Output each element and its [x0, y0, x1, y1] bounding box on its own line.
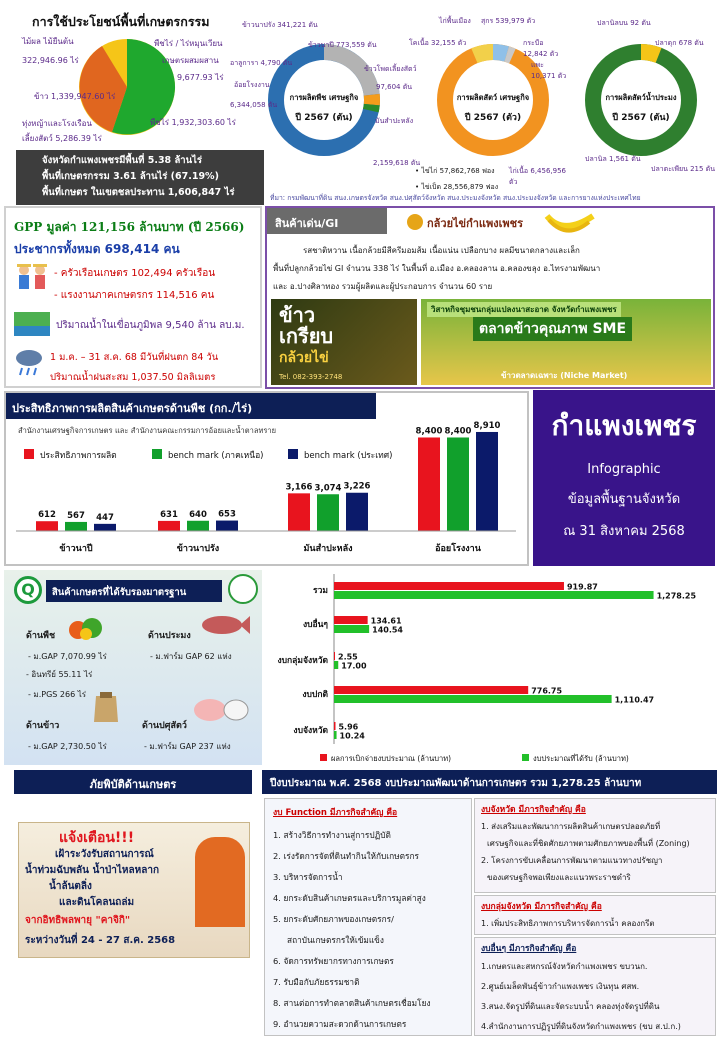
- budget-category-4: งบจังหวัด: [293, 726, 328, 736]
- land-label-livestock: ทุ่งหญ้าและโรงเรือน: [22, 119, 92, 128]
- prod-value-0-2: 447: [96, 512, 114, 523]
- standards-header: สินค้าเกษตรที่ได้รับรองมาตรฐาน: [46, 580, 222, 602]
- budget-legend-label-1: งบประมาณที่ได้รับ (ล้านบาท): [533, 754, 629, 763]
- legend-label-0: ประสิทธิภาพการผลิต: [40, 451, 117, 461]
- budget-category-1: งบอื่นๆ: [302, 620, 328, 630]
- source-note: ที่มา: กรมพัฒนาที่ดิน สนง.เกษตรจังหวัด สนง.ปศุสัตว์จังหวัด สนง.ประมงจังหวัด สนง.ประมงจังหวัด และการยางแห่งประเทศไทย: [270, 194, 641, 202]
- budget-func-item: 7. รับมือกับภัยธรรมชาติ: [273, 977, 360, 987]
- legend-swatch-1: [152, 449, 162, 459]
- animal-donut-center2: ปี 2567 (ตัว): [464, 113, 522, 123]
- snack-title2: เกรียบ: [279, 324, 334, 348]
- rain-icon: [14, 348, 44, 378]
- budget-value-0-1: 1,278.25: [656, 591, 697, 601]
- budget-bar-4-0: [334, 722, 335, 730]
- productivity-chart-panel: [4, 391, 529, 566]
- organic-badge-icon: [228, 574, 258, 604]
- prod-bar-0-0: [36, 521, 58, 531]
- budget-func-box: [264, 798, 472, 1036]
- gpp-line1: GPP มูลค่า 121,156 ล้านบาท (ปี 2566): [14, 220, 245, 234]
- snack-phone: Tel. 082-393-2748: [279, 373, 343, 381]
- legend-swatch-2: [288, 449, 298, 459]
- land-summary-3: พื้นที่เกษตร ในเขตชลประทาน 1,606,847 ไร่: [42, 187, 235, 198]
- crops-donut-center1: การผลิตพืช เศรษฐกิจ: [289, 93, 359, 102]
- budget-func-item: 3. บริหารจัดการน้ำ: [273, 872, 343, 882]
- budget-func-item: 2. เร่งรัดการจัดที่ดินทำกินให้กับเกษตรกร: [273, 851, 419, 861]
- crops-label-3: อาลูการา 4,790 ตัน: [230, 59, 293, 67]
- crops-label-4: ข้าวโพดเลี้ยงสัตว์: [364, 65, 417, 73]
- budget-group-box: [474, 895, 716, 935]
- banana-icon: [543, 210, 597, 236]
- sme-line3: ข้าวตลาดเฉพาะ (Niche Market): [501, 371, 628, 380]
- budget-bar-4-1: [334, 731, 337, 739]
- crop-2: - อินทรีย์ 55.11 ไร่: [26, 670, 93, 679]
- province-title-box: [533, 390, 715, 566]
- crop-3: - ม.PGS 266 ไร่: [28, 690, 87, 699]
- fish-donut-center2: ปี 2567 (ตัน): [612, 113, 670, 123]
- province-sub3: ณ 31 สิงหาคม 2568: [563, 524, 685, 539]
- budget-value-3-1: 1,110.47: [614, 695, 655, 705]
- budget-func-item: 4. ยกระดับสินค้าเกษตรและบริการมูลค่าสูง: [273, 893, 426, 903]
- prod-bar-2-0: [288, 493, 310, 531]
- land-label-forest: ไม้ผล ไม้ยืนต้น: [22, 37, 74, 46]
- rice-title: ด้านข้าว: [26, 721, 60, 731]
- prod-value-1-2: 653: [218, 509, 236, 520]
- land-summary-2: พื้นที่เกษตรกรรม 3.61 ล้านไร่ (67.19%): [42, 171, 219, 182]
- crops-label-4v: 97,604 ตัน: [376, 83, 413, 91]
- budget-other-3: 3.สนง.จัดรูปที่ดินและจัดระบบน้ำ คลองทุ่งจัดรูปที่ดิน: [481, 1002, 660, 1011]
- budget-value-0-0: 919.87: [566, 582, 598, 592]
- budget-bar-1-1: [334, 625, 369, 633]
- rice-1: - ม.GAP 2,730.50 ไร่: [28, 742, 107, 751]
- budget-func-item: 9. อำนวยความสะดวกด้านการเกษตร: [273, 1019, 407, 1029]
- budget-prov-box: [474, 798, 716, 893]
- budget-func-item: 8. สานต่อการทำตลาดสินค้าเกษตรเชื่อมโยง: [273, 998, 431, 1008]
- land-label-field-val: 9,677.93 ไร่: [177, 73, 224, 82]
- land-summary-box: [16, 150, 264, 205]
- livestock-1: - ม.ฟาร์ม GAP 237 แห่ง: [144, 742, 231, 751]
- productivity-chart-subtitle: สำนักงานเศรษฐกิจการเกษตร และ สำนักงานคณะกรรมการอ้อยและน้ำตาลทราย: [18, 426, 277, 435]
- disaster-w4: และดินโคลนถล่ม: [59, 897, 135, 908]
- crops-label-1: ข้าวนาปรัง 341,221 ตัน: [242, 21, 318, 29]
- budget-legend-swatch-0: [320, 754, 327, 761]
- budget-legend-swatch-1: [522, 754, 529, 761]
- prod-bar-0-1: [65, 522, 87, 531]
- prod-bar-3-0: [418, 437, 440, 531]
- budget-other-4: 4.สำนักงานการปฏิรูปที่ดินจังหวัดกำแพงเพชร (ขบ ส.ป.ก.): [481, 1022, 681, 1031]
- official-portrait: [195, 837, 245, 927]
- prod-value-3-2: 8,910: [473, 420, 501, 431]
- budget-func-item: สถาบันเกษตรกรให้เข้มแข็ง: [287, 935, 384, 945]
- snack-title1: ข้าว: [279, 303, 316, 327]
- disaster-w1: เฝ้าระวังรับสถานการณ์: [55, 849, 154, 860]
- land-label-field2: เกษตรผสมผสาน: [162, 56, 219, 65]
- prod-bar-3-1: [447, 437, 469, 531]
- livestock-icon: [192, 690, 252, 724]
- fish-icon: [200, 614, 250, 636]
- disaster-w2: น้ำท่วมฉับพลัน น้ำป่าไหลหลาก: [25, 865, 159, 876]
- product-desc1: รสชาติหวาน เนื้อกล้วยมีสีครีมอมส้ม เนื้อแน่น เปลือกบาง ผลมีขนาดกลางและเล็ก: [303, 246, 580, 255]
- standards-panel: [4, 570, 262, 765]
- legend-swatch-0: [24, 449, 34, 459]
- budget-other-box: [474, 937, 716, 1036]
- land-use-section: [2, 2, 264, 205]
- fish-label-2: ปลาดุก 678 ตัน: [655, 39, 704, 47]
- prod-category-1: ข้าวนาปรัง: [176, 544, 220, 554]
- productivity-chart-title: ประสิทธิภาพการผลิตสินค้าเกษตรด้านพืช (กก./ไร่): [6, 393, 376, 419]
- province-sub1: Infographic: [587, 462, 661, 477]
- budget-category-3: งบปกติ: [302, 690, 328, 700]
- budget-bar-1-0: [334, 616, 368, 624]
- fish-donut-section: [565, 10, 718, 185]
- budget-value-3-0: 776.75: [531, 686, 563, 696]
- prod-value-3-0: 8,400: [415, 426, 443, 437]
- disaster-warn: แจ้งเตือน!!!: [59, 830, 135, 846]
- budget-other-title: งบอื่นๆ มีภารกิจสำคัญ คือ: [481, 944, 577, 954]
- disaster-poster: [18, 822, 250, 958]
- budget-prov-2b: ของเศรษฐกิจพอเพียงและแนวพระราชดำริ: [487, 873, 631, 882]
- animal-label-1: ไก่พื้นเมือง: [439, 17, 471, 25]
- disaster-header: ภัยพิบัติด้านเกษตร: [14, 770, 252, 794]
- crops-label-5: อ้อยโรงงาน: [234, 81, 270, 89]
- budget-group-1: 1. เพิ่มประสิทธิภาพการบริหารจัดการน้ำ คลองกรีต: [481, 919, 655, 928]
- sme-line2: ตลาดข้าวคุณภาพ SME: [473, 317, 632, 341]
- animal-label-8: ไก่เนื้อ 6,456,956 ตัว: [509, 167, 566, 186]
- budget-func-list: [273, 825, 471, 1035]
- sme-line1: วิสาหกิจชุมชนกลุ่มแปลงนาสะอาด จังหวัดกำแพงเพชร: [427, 302, 621, 317]
- rice-sack-icon: [92, 690, 120, 724]
- fish-label-3: ปลานิล 1,561 ตัน: [585, 155, 641, 163]
- land-summary-1: จังหวัดกำแพงเพชรมีพื้นที่ 5.38 ล้านไร่: [42, 155, 203, 166]
- product-header: สินค้าเด่น/GI: [267, 208, 387, 234]
- prod-value-2-0: 3,166: [285, 482, 313, 493]
- budget-chart-svg: [268, 572, 716, 768]
- land-label-field: พืชไร่ / ไร่หมุนเวียน: [154, 39, 223, 48]
- gpp-households: - ครัวเรือนเกษตร 102,494 ครัวเรือน: [54, 268, 216, 279]
- prod-value-1-1: 640: [189, 509, 207, 520]
- animal-label-6: • ไข่ไก่ 57,862,768 ฟอง: [415, 167, 495, 175]
- budget-prov-title: งบจังหวัด มีภารกิจสำคัญ คือ: [481, 805, 586, 815]
- prod-bar-3-2: [476, 432, 498, 531]
- gi-badge-icon: [407, 214, 423, 230]
- budget-prov-1: 1. ส่งเสริมและพัฒนาการผลิตสินค้าเกษตรปลอดภัยที่: [481, 822, 661, 831]
- prod-value-2-2: 3,226: [343, 481, 371, 492]
- prod-bar-1-0: [158, 521, 180, 531]
- fish-1: - ม.ฟาร์ม GAP 62 แห่ง: [150, 652, 232, 661]
- budget-legend-label-0: ผลการเบิกจ่ายงบประมาณ (ล้านบาท): [331, 754, 452, 763]
- budget-value-4-0: 5.96: [338, 722, 359, 732]
- gpp-rain1: 1 ม.ค. – 31 ส.ค. 68 มีวันที่ฝนตก 84 วัน: [50, 352, 219, 363]
- prod-bar-2-1: [317, 494, 339, 531]
- legend-label-2: bench mark (ประเทศ): [304, 451, 393, 461]
- legend-label-1: bench mark (ภาคเหนือ): [168, 451, 264, 461]
- budget-category-0: รวม: [313, 586, 328, 596]
- budget-bar-0-0: [334, 582, 564, 590]
- prod-value-0-0: 612: [38, 510, 56, 521]
- land-label-forest-val: 322,946.96 ไร่: [22, 56, 79, 65]
- budget-bar-3-1: [334, 695, 612, 703]
- budget-bar-2-1: [334, 661, 338, 669]
- land-label-livestock2: เลี้ยงสัตว์ 5,286.39 ไร่: [22, 134, 102, 143]
- budget-value-1-1: 140.54: [372, 625, 404, 635]
- budget-chart-panel: [268, 572, 716, 768]
- budget-value-1-0: 134.61: [370, 616, 402, 626]
- crops-label-6v: 2,159,618 ตัน: [373, 159, 421, 167]
- crops-donut-center2: ปี 2567 (ตัน): [295, 113, 353, 123]
- prod-category-0: ข้าวนาปี: [59, 544, 93, 554]
- prod-value-2-1: 3,074: [314, 483, 342, 494]
- budget-func-item: 5. ยกระดับศักยภาพของเกษตรกร/: [273, 914, 394, 924]
- disaster-w3: น้ำล้นตลิ่ง: [49, 881, 92, 892]
- budget-value-4-1: 10.24: [339, 731, 365, 741]
- veg-icon: [66, 612, 106, 642]
- budget-other-1: 1.เกษตรและสหกรณ์จังหวัดกำแพงเพชร ขบวนก.: [481, 962, 648, 971]
- animal-label-2: สุกร 539,979 ตัว: [481, 17, 536, 25]
- animal-label-4: กระบือ 12,842 ตัว: [523, 39, 559, 58]
- province-sub2: ข้อมูลพื้นฐานจังหวัด: [567, 492, 681, 507]
- snack-image: [271, 299, 417, 385]
- q-badge-icon: Q: [14, 576, 42, 604]
- prod-bar-2-2: [346, 493, 368, 531]
- product-desc2: พื้นที่ปลูกกล้วยไข่ GI จำนวน 338 ไร่ ในพื้นที่ อ.เมือง อ.คลองลาน อ.คลองขลุง อ.ไทรงามพัฒนา: [273, 264, 601, 273]
- livestock-title: ด้านปศุสัตว์: [142, 721, 187, 731]
- budget-value-2-0: 2.55: [338, 652, 358, 662]
- budget-func-item: 6. จัดการทรัพยากรทางการเกษตร: [273, 956, 394, 966]
- gpp-dam: ปริมาณน้ำในเขื่อนภูมิพล 9,540 ล้าน ลบ.ม.: [56, 320, 245, 331]
- budget-func-item: 1. สร้างวิธีการทำงานสู่การปฏิบัติ: [273, 830, 391, 840]
- prod-category-3: อ้อยโรงงาน: [435, 544, 481, 554]
- province-name: กำแพงเพชร: [551, 409, 697, 442]
- animal-label-3: โคเนื้อ 32,155 ตัว: [409, 39, 467, 47]
- gpp-line2: ประชากรทั้งหมด 698,414 คน: [14, 242, 180, 256]
- budget-bar-2-0: [334, 652, 335, 660]
- animal-donut-center1: การผลิตสัตว์ เศรษฐกิจ: [456, 93, 530, 102]
- dam-icon: [14, 312, 50, 336]
- crops-label-5v: 6,344,058 ตัน: [230, 101, 278, 109]
- budget-bar-3-0: [334, 686, 528, 694]
- snack-title3: กล้วยไข่: [279, 350, 329, 366]
- budget-func-title: งบ Function มีภารกิจสำคัญ คือ: [273, 808, 398, 818]
- crops-label-6: มันสำปะหลัง: [375, 117, 414, 125]
- budget-group-title: งบกลุ่มจังหวัด มีภารกิจสำคัญ คือ: [481, 902, 602, 912]
- budget-value-2-1: 17.00: [341, 661, 367, 671]
- product-panel: [265, 206, 715, 389]
- disaster-w6: ระหว่างวันที่ 24 - 27 ส.ค. 2568: [25, 935, 176, 946]
- fish-donut-center1: การผลิตสัตว์น้ำประมง: [605, 93, 677, 102]
- disaster-w5: จากอิทธิพลพายุ "คาจิกิ": [25, 915, 131, 926]
- prod-bar-1-2: [216, 521, 238, 531]
- animal-label-5: แพะ 10,371 ตัว: [531, 61, 567, 80]
- gpp-rain2: ปริมาณน้ำฝนสะสม 1,037.50 มิลลิเมตร: [50, 372, 216, 383]
- farmer-icon: [14, 263, 50, 295]
- crops-donut-section: [228, 10, 423, 185]
- crops-label-2: ข้าวนาปี 773,559 ตัน: [308, 41, 377, 49]
- product-desc3: และ อ.ปางศิลาทอง รวมผู้ผลิตและผู้ประกอบการ จำนวน 60 ราย: [273, 282, 493, 291]
- crop-title: ด้านพืช: [26, 631, 56, 641]
- budget-other-2: 2.ศูนย์เมล็ดพันธุ์ข้าวกำแพงเพชร เงินทุน ศสพ.: [481, 982, 640, 991]
- prod-value-3-1: 8,400: [444, 426, 472, 437]
- gpp-labor: - แรงงานภาคเกษตรกร 114,516 คน: [54, 290, 215, 301]
- fish-title: ด้านประมง: [148, 631, 191, 641]
- crop-1: - ม.GAP 7,070.99 ไร่: [28, 652, 107, 661]
- fish-label-1: ปลานิลบน 92 ตัน: [597, 19, 651, 27]
- prod-bar-0-2: [94, 524, 116, 531]
- budget-category-2: งบกลุ่มจังหวัด: [277, 656, 328, 666]
- gpp-panel: [4, 206, 262, 388]
- fish-label-4: ปลาตะเพียน 215 ตัน: [651, 165, 716, 173]
- budget-prov-2: 2. โครงการขับเคลื่อนการพัฒนาตามแนวทางปรัชญา: [481, 856, 663, 865]
- land-label-field-crop: พืชไร่ 1,932,303.60 ไร่: [150, 118, 236, 127]
- land-use-title: การใช้ประโยชน์พื้นที่เกษตรกรรม: [32, 14, 210, 29]
- prod-category-2: มันสำปะหลัง: [303, 544, 353, 554]
- animal-donut-section: [405, 10, 570, 191]
- prod-bar-1-1: [187, 521, 209, 531]
- land-label-rice: ข้าว 1,339,947.60 ไร่: [34, 92, 116, 101]
- budget-bar-0-1: [334, 591, 654, 599]
- prod-value-1-0: 631: [160, 509, 178, 520]
- prod-value-0-1: 567: [67, 510, 85, 521]
- budget-prov-1b: เศรษฐกิจและที่ชิดศักยภาพตามศักยภาพของพื้นที่ (Zoning): [487, 839, 690, 848]
- sme-image: [421, 299, 711, 385]
- product-banner: กล้วยไข่กำแพงเพชร: [427, 217, 524, 230]
- budget-header: ปีงบประมาณ พ.ศ. 2568 งบประมาณพัฒนาด้านการเกษตร รวม 1,278.25 ล้านบาท: [262, 770, 717, 794]
- animal-label-7: • ไข่เป็ด 28,556,879 ฟอง: [415, 183, 499, 191]
